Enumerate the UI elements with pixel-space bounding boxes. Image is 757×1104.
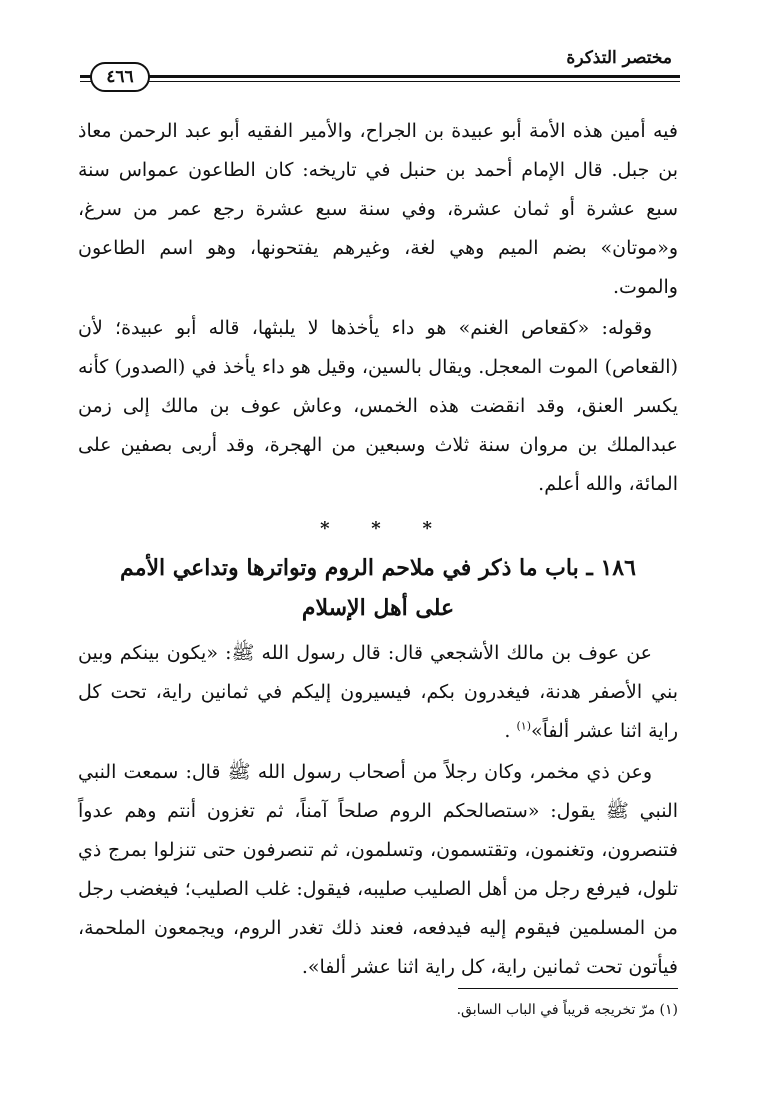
header-rule [80,75,680,78]
running-title: مختصر التذكرة [566,48,672,68]
paragraph-2: وقوله: «كقعاص الغنم» هو داء يأخذها لا يلبثها، قاله أبو عبيدة؛ لأن (القعاص) الموت المعجل. ويقال بالسين، وقيل هو داء يأخذ في (الصدور) كأنه يكسر العنق، وقد انقضت هذه الخمس، وعاش عوف بن مالك إلى زمن عبدالملك بن مروان سنة ثلاث وسبعين من الهجرة، وقد أربى بصفين على المائة، والله أعلم. [78,317,678,495]
paragraph-4: وعن ذي مخمر، وكان رجلاً من أصحاب رسول الله ﷺ قال: سمعت النبي النبي ﷺ يقول: «ستصالحكم الروم صلحاً آمناً، ثم تغزون أنتم وهم عدواً فتنصرون، وتغنمون، وتقتسمون، وتسلمون، ثم تنصرفون حتى تنزلوا بمرج ذي تلول، فيرفع رجل من أهل الصليب صليبه، فيقول: غلب الصليب؛ فيغضب رجل من المسلمين فيقوم إليه فيدفعه، فعند ذلك تغدر الروم، ويجمعون الملحمة، فيأتون تحت ثمانين راية، كل راية اثنا عشر ألفا». [78,761,678,978]
page-header [80,48,680,90]
chapter-title-line-1: ١٨٦ ـ باب ما ذكر في ملاحم الروم وتواترها وتداعي الأمم [120,555,636,581]
footnote: (١) مرّ تخريجه قريباً في الباب السابق. [456,1002,678,1018]
header-rule-thin [80,81,680,82]
separator-star: * [320,518,334,539]
chapter-title [78,548,678,628]
section-separator [78,514,678,544]
paragraph-1: فيه أمين هذه الأمة أبو عبيدة بن الجراح، والأمير الفقيه أبو عبد الرحمن معاذ بن جبل. قال الإمام أحمد بن حنبل في تاريخه: كان الطاعون عمواس سنة سبع عشرة أو ثمان عشرة، وفي سنة سبع عشرة رجع عمر من سرغ، و«موتان» بضم الميم وهي لغة، وغيرهم يفتحونها، وهو اسم الطاعون والموت. [78,120,678,298]
paragraph-3-text: عن عوف بن مالك الأشجعي قال: قال رسول الله ﷺ: «يكون بينكم وبين بني الأصفر هدنة، فيغدرون بكم، فيسيرون إليكم في ثمانين راية، تحت كل راية اثنا عشر ألفاً» [78,642,678,742]
separator-star: * [371,518,385,539]
main-text [78,112,678,989]
paragraph-3 [78,634,678,751]
chapter-title-line-2: على أهل الإسلام [301,595,455,621]
paragraph-3-end: . [504,720,517,742]
footnote-reference[interactable]: (١) [516,719,531,733]
footnote-divider [458,988,678,989]
page-number-badge: ٤٦٦ [90,62,150,92]
separator-star: * [422,518,436,539]
